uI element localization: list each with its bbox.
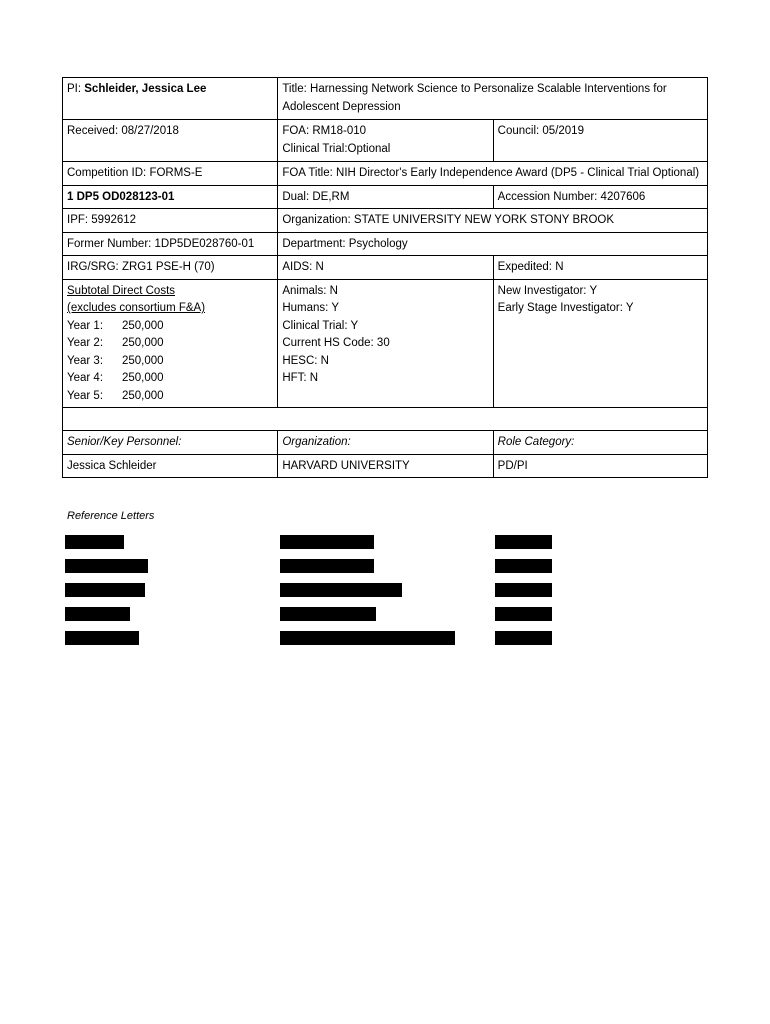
- redaction-block: [65, 583, 145, 597]
- new-investigator: New Investigator: Y: [497, 284, 598, 297]
- redaction-block: [65, 607, 130, 621]
- pi-label: PI:: [67, 83, 82, 95]
- organization: Organization: STATE UNIVERSITY NEW YORK STONY BROOK: [278, 209, 708, 233]
- grant-number: 1 DP5 OD028123-01: [63, 185, 278, 209]
- hft-flag: HFT: N: [282, 372, 319, 384]
- clinical-trial-status: Clinical Trial:Optional: [282, 142, 391, 155]
- year-label: Year 4:: [67, 372, 104, 384]
- spacer-row: [63, 408, 708, 431]
- ipf-number: IPF: 5992612: [63, 209, 278, 233]
- cost-year-row: [67, 318, 273, 336]
- year-amount: 250,000: [122, 372, 164, 384]
- aids-flag: AIDS: N: [278, 256, 493, 280]
- animals-flag: Animals: N: [282, 284, 338, 297]
- year-label: Year 1:: [67, 319, 104, 332]
- redaction-block: [65, 631, 139, 645]
- early-stage-investigator: Early Stage Investigator: Y: [497, 302, 634, 314]
- cost-year-row: [67, 388, 273, 406]
- redaction-block: [280, 631, 455, 645]
- year-amount: 250,000: [122, 337, 164, 349]
- redaction-block: [280, 583, 402, 597]
- redaction-block: [495, 559, 552, 573]
- pi-name: Schleider, Jessica Lee: [84, 83, 207, 95]
- competition-id: Competition ID: FORMS-E: [63, 162, 278, 186]
- personnel-role: PD/PI: [493, 454, 707, 478]
- reference-letters-label: Reference Letters: [67, 510, 155, 522]
- expedited-flag: Expedited: N: [493, 256, 707, 280]
- redaction-block: [65, 559, 148, 573]
- costs-heading: Subtotal Direct Costs: [67, 284, 176, 297]
- personnel-header-role: Role Category:: [493, 431, 707, 455]
- direct-costs-cell: [63, 279, 278, 408]
- cost-year-row: [67, 335, 273, 353]
- personnel-name: Jessica Schleider: [63, 454, 278, 478]
- year-amount: 250,000: [122, 389, 164, 402]
- redaction-block: [280, 535, 374, 549]
- redaction-block: [495, 535, 552, 549]
- redaction-block: [65, 535, 124, 549]
- foa-number: FOA: RM18-010: [282, 125, 367, 137]
- investigator-cell: [493, 279, 707, 408]
- costs-subheading: (excludes consortium F&A): [67, 302, 206, 314]
- irg-srg: IRG/SRG: ZRG1 PSE-H (70): [63, 256, 278, 280]
- redaction-block: [280, 607, 376, 621]
- humans-flag: Humans: Y: [282, 302, 340, 314]
- year-amount: 250,000: [122, 319, 164, 332]
- department: Department: Psychology: [278, 232, 708, 256]
- cost-year-row: [67, 370, 273, 388]
- redaction-block: [495, 607, 552, 621]
- hesc-flag: HESC: N: [282, 354, 329, 367]
- personnel-org: HARVARD UNIVERSITY: [278, 454, 493, 478]
- foa-cell: [278, 120, 493, 162]
- received-date: Received: 08/27/2018: [63, 120, 278, 162]
- personnel-header-name: Senior/Key Personnel:: [63, 431, 278, 455]
- council-date: Council: 05/2019: [493, 120, 707, 162]
- personnel-header-org: Organization:: [278, 431, 493, 455]
- foa-title: FOA Title: NIH Director's Early Independence Award (DP5 - Clinical Trial Optional): [278, 162, 708, 186]
- year-label: Year 2:: [67, 337, 104, 349]
- pi-cell: [63, 78, 278, 120]
- redaction-block: [495, 631, 552, 645]
- year-label: Year 5:: [67, 389, 104, 402]
- year-label: Year 3:: [67, 354, 104, 367]
- cost-year-row: [67, 353, 273, 371]
- grant-summary-table: [62, 77, 708, 478]
- hs-code: Current HS Code: 30: [282, 337, 390, 349]
- redaction-block: [495, 583, 552, 597]
- clinical-trial-flag: Clinical Trial: Y: [282, 319, 359, 332]
- subject-flags-cell: [278, 279, 493, 408]
- redaction-block: [280, 559, 374, 573]
- accession-number: Accession Number: 4207606: [493, 185, 707, 209]
- dual-assignment: Dual: DE,RM: [278, 185, 493, 209]
- year-amount: 250,000: [122, 354, 164, 367]
- former-number: Former Number: 1DP5DE028760-01: [63, 232, 278, 256]
- project-title: Title: Harnessing Network Science to Personalize Scalable Interventions for Adolescent Depression: [278, 78, 708, 120]
